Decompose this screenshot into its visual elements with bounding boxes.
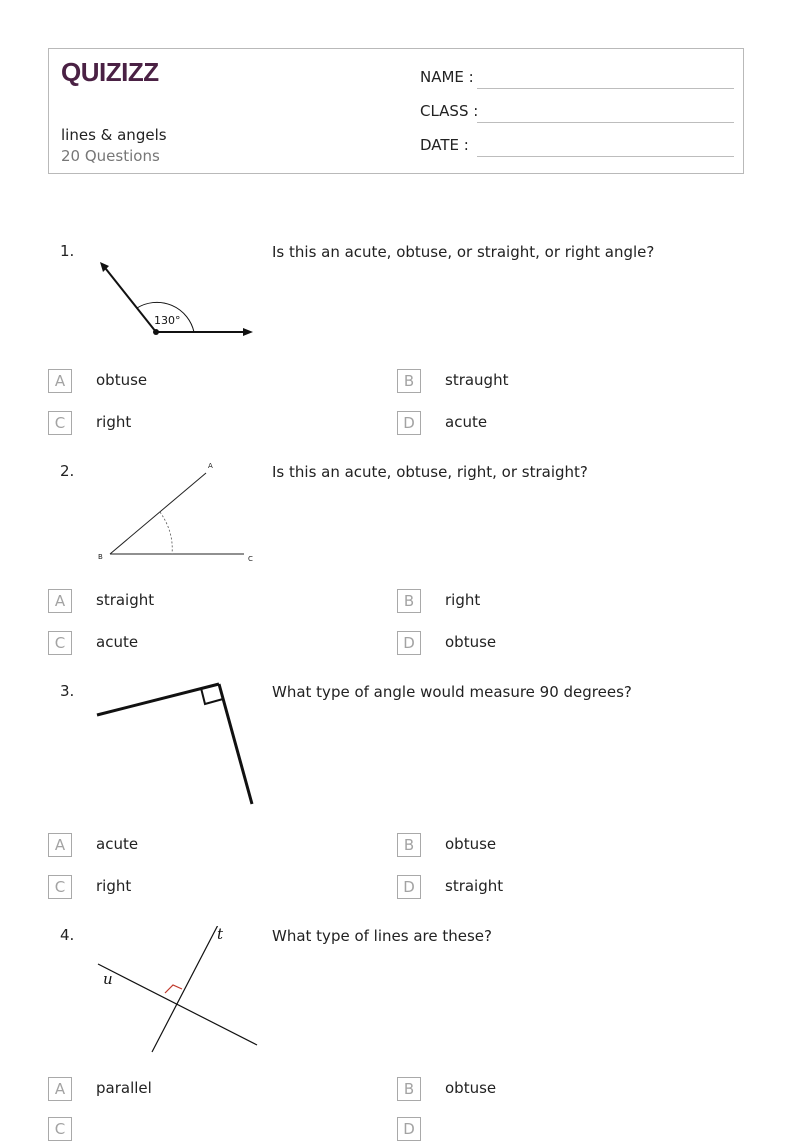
name-line: [477, 88, 734, 89]
question-number: 4.: [60, 926, 75, 944]
option-letter: B: [397, 369, 421, 393]
date-field[interactable]: [420, 136, 734, 160]
point-b-label: B: [98, 553, 103, 561]
option-text: parallel: [96, 1079, 152, 1097]
worksheet-header: [48, 48, 744, 174]
worksheet-title: lines & angels: [61, 126, 167, 144]
option-letter: C: [48, 1117, 72, 1141]
option-text: acute: [96, 835, 139, 853]
option-letter: C: [48, 875, 72, 899]
option-text: obtuse: [445, 835, 497, 853]
class-field[interactable]: [420, 102, 734, 126]
angle-label: 130°: [154, 314, 181, 327]
option-letter: A: [48, 369, 72, 393]
right-angle-figure: [92, 682, 262, 812]
option-letter: A: [48, 833, 72, 857]
option-text: obtuse: [445, 1079, 497, 1097]
obtuse-angle-figure: [92, 242, 262, 342]
option-letter: D: [397, 631, 421, 655]
line-t-label: t: [217, 926, 224, 943]
option-text: acute: [96, 633, 139, 651]
question-number: 3.: [60, 682, 75, 700]
option-letter: A: [48, 589, 72, 613]
question-text: What type of lines are these?: [272, 927, 492, 945]
option-letter: D: [397, 411, 421, 435]
question-number: 1.: [60, 242, 75, 260]
option-letter: C: [48, 631, 72, 655]
option-text: obtuse: [445, 633, 497, 651]
question-text: Is this an acute, obtuse, or straight, or right angle?: [272, 243, 655, 261]
quizizz-logo: QUIZIZZ: [61, 57, 159, 87]
point-a-label: A: [208, 462, 213, 470]
option-text: straight: [445, 877, 504, 895]
option-text: right: [96, 877, 132, 895]
point-c-label: C: [248, 555, 253, 563]
acute-angle-figure: [92, 462, 262, 567]
option-text: straught: [445, 371, 509, 389]
perpendicular-lines-figure: [92, 926, 262, 1056]
name-field[interactable]: [420, 68, 734, 92]
option-letter: B: [397, 589, 421, 613]
option-letter: B: [397, 1077, 421, 1101]
class-line: [477, 122, 734, 123]
name-label: NAME :: [420, 68, 474, 86]
option-text: right: [96, 413, 132, 431]
date-line: [477, 156, 734, 157]
option-text: straight: [96, 591, 155, 609]
option-letter: B: [397, 833, 421, 857]
option-letter: A: [48, 1077, 72, 1101]
question-text: Is this an acute, obtuse, right, or straight?: [272, 463, 588, 481]
option-text: right: [445, 591, 481, 609]
class-label: CLASS :: [420, 102, 479, 120]
option-text: obtuse: [96, 371, 148, 389]
question-number: 2.: [60, 462, 75, 480]
date-label: DATE :: [420, 136, 469, 154]
option-letter: D: [397, 875, 421, 899]
option-letter: D: [397, 1117, 421, 1141]
question-count: 20 Questions: [61, 147, 160, 165]
question-text: What type of angle would measure 90 degrees?: [272, 683, 632, 701]
option-letter: C: [48, 411, 72, 435]
option-text: acute: [445, 413, 488, 431]
line-u-label: u: [103, 970, 113, 988]
